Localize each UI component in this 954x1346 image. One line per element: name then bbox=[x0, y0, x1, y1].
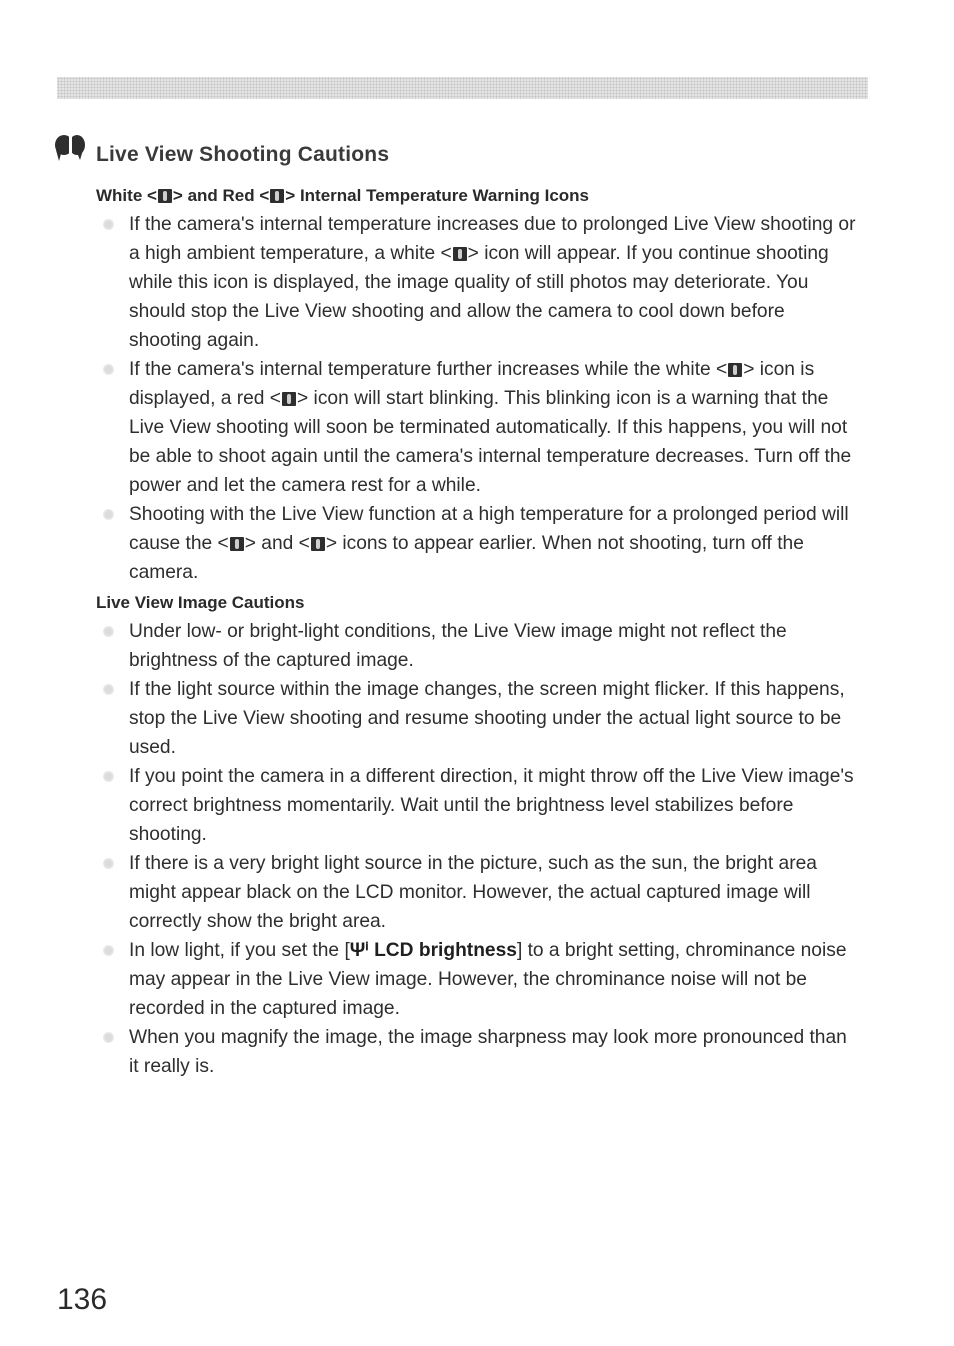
list-item: If the camera's internal temperature further increases while the white < > icon is displayed, a red < > icon will start blinking. This blinking icon is a warning that the Live View shooting will soon be terminated automatically. If this happens, you will not be able to shoot again until the camera's internal temperature decreases. Turn off the power and let the camera rest for a while. bbox=[96, 355, 856, 500]
list-item: If the light source within the image changes, the screen might flicker. If this happens, stop the Live View shooting and resume shooting under the actual light source to be used. bbox=[96, 675, 856, 762]
caution-icon bbox=[50, 133, 90, 167]
temperature-warning-icon bbox=[230, 537, 244, 551]
list-item: In low light, if you set the [Ψⁱ LCD brightness] to a bright setting, chrominance noise may appear in the Live View image. However, the chrominance noise will not be recorded in the captured image. bbox=[96, 936, 856, 1023]
list-item: If you point the camera in a different direction, it might throw off the Live View image's correct brightness momentarily. Wait until the brightness level stabilizes before shooting. bbox=[96, 762, 856, 849]
page-content bbox=[96, 182, 856, 1081]
bullet-icon bbox=[103, 1032, 114, 1043]
bullet-icon bbox=[103, 364, 114, 375]
list-item: If there is a very bright light source in the picture, such as the sun, the bright area might appear black on the LCD monitor. However, the actual captured image will correctly show the bright area. bbox=[96, 849, 856, 936]
temperature-warning-heading: White < > and Red < > Internal Temperature Warning Icons bbox=[96, 186, 589, 205]
temperature-warning-icon bbox=[311, 537, 325, 551]
page-number: 136 bbox=[57, 1283, 108, 1316]
setup-wrench-icon: Ψⁱ bbox=[349, 940, 369, 961]
image-cautions-heading: Live View Image Cautions bbox=[96, 593, 305, 612]
bullet-icon bbox=[103, 771, 114, 782]
temperature-warning-icon bbox=[728, 363, 742, 377]
temperature-warning-icon bbox=[453, 247, 467, 261]
bullet-icon bbox=[103, 509, 114, 520]
temperature-warning-icon bbox=[158, 189, 172, 203]
bullet-icon bbox=[103, 945, 114, 956]
section-title: Live View Shooting Cautions bbox=[96, 143, 390, 166]
temperature-warning-icon bbox=[270, 189, 284, 203]
bullet-icon bbox=[103, 219, 114, 230]
header-band bbox=[57, 77, 868, 99]
temperature-warning-list bbox=[96, 210, 856, 587]
list-item: Shooting with the Live View function at a high temperature for a prolonged period will cause the < > and < > icons to appear earlier. When not shooting, turn off the camera. bbox=[96, 500, 856, 587]
bullet-icon bbox=[103, 684, 114, 695]
list-item: When you magnify the image, the image sharpness may look more pronounced than it really is. bbox=[96, 1023, 856, 1081]
bullet-icon bbox=[103, 626, 114, 637]
image-cautions-list bbox=[96, 617, 856, 1081]
list-item: Under low- or bright-light conditions, the Live View image might not reflect the brightness of the captured image. bbox=[96, 617, 856, 675]
section-header bbox=[50, 133, 870, 173]
list-item: If the camera's internal temperature increases due to prolonged Live View shooting or a high ambient temperature, a white < > icon will appear. If you continue shooting while this icon is displayed, the image quality of still photos may deteriorate. You should stop the Live View shooting and allow the camera to cool down before shooting again. bbox=[96, 210, 856, 355]
bullet-icon bbox=[103, 858, 114, 869]
lcd-brightness-label: LCD brightness bbox=[368, 940, 517, 961]
temperature-warning-icon bbox=[282, 392, 296, 406]
